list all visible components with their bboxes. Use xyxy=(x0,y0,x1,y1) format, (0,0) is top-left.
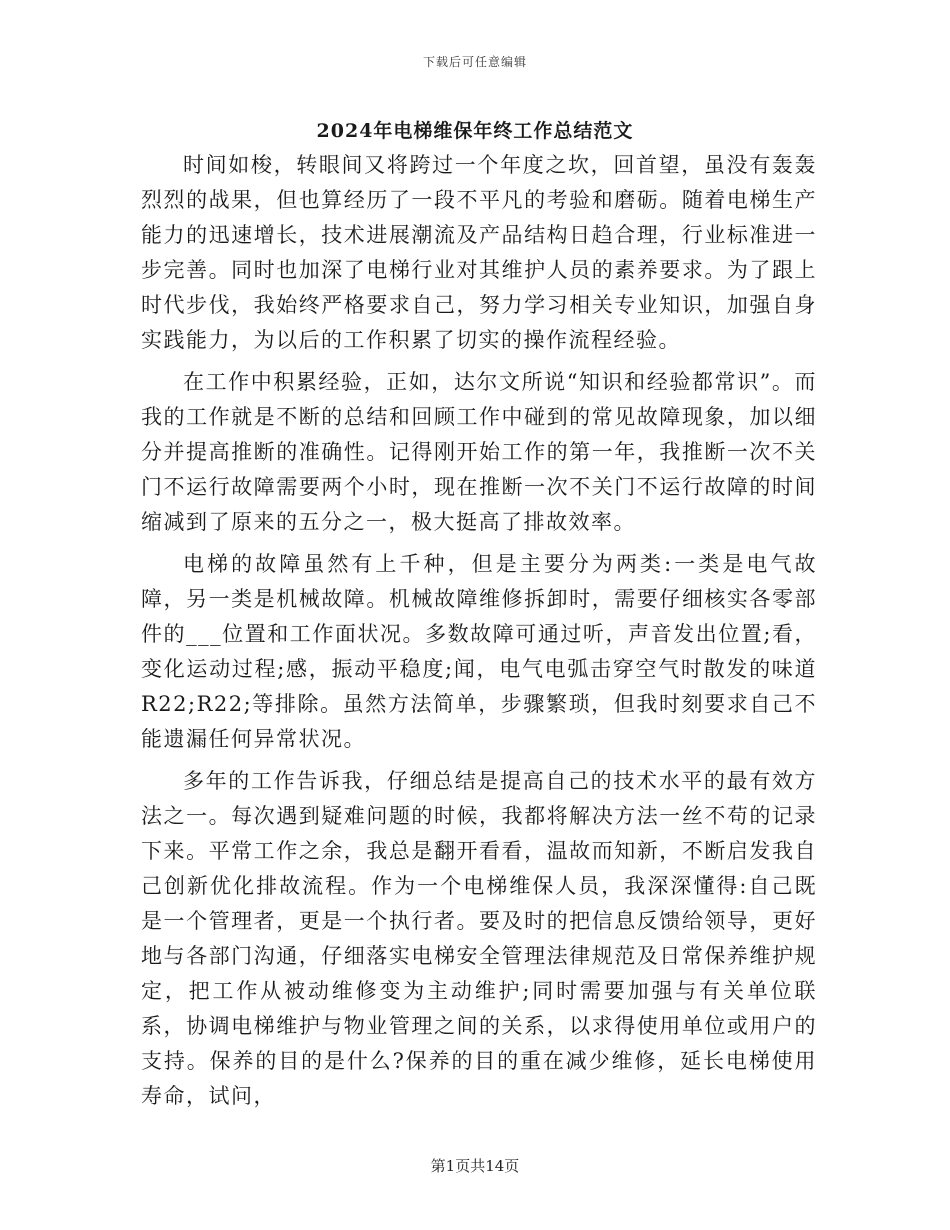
paragraph-3: 电梯的故障虽然有上千种，但是主要分为两类:一类是电气故障，另一类是机械故障。机械故障维修拆卸时，需要仔细核实各零部件的___位置和工作面状况。多数故障可通过听，声音发出位置;看，变化运动过程;感，振动平稳度;闻，电气电弧击穿空气时散发的味道R22;R22;等排除。虽然方法简单，步骤繁琐，但我时刻要求自己不能遗漏任何异常状况。 xyxy=(141,552,817,751)
document-body xyxy=(141,148,817,1121)
document-title: 2024年电梯维保年终工作总结范文 xyxy=(316,120,634,142)
page-indicator: 第1页共14页 xyxy=(430,1157,520,1175)
header-note: 下载后可任意编辑 xyxy=(422,55,527,69)
paragraph-2: 在工作中积累经验，正如，达尔文所说“知识和经验都常识”。而我的工作就是不断的总结和回顾工作中碰到的常见故障现象，加以细分并提高推断的准确性。记得刚开始工作的第一年，我推断一次不关门不运行故障需要两个小时，现在推断一次不关门不运行故障的时间缩减到了原来的五分之一，极大挺高了排故效率。 xyxy=(141,370,817,534)
paragraph-4: 多年的工作告诉我，仔细总结是提高自己的技术水平的最有效方法之一。每次遇到疑难问题的时候，我都将解决方法一丝不苟的记录下来。平常工作之余，我总是翻开看看，温故而知新，不断启发我自己创新优化排故流程。作为一个电梯维保人员，我深深懂得:自己既是一个管理者，更是一个执行者。要及时的把信息反馈给领导，更好地与各部门沟通，仔细落实电梯安全管理法律规范及日常保养维护规定，把工作从被动维修变为主动维护;同时需要加强与有关单位联系，协调电梯维护与物业管理之间的关系，以求得使用单位或用户的支持。保养的目的是什么?保养的目的重在减少维修，延长电梯使用寿命，试问， xyxy=(141,769,817,1108)
paragraph-1: 时间如梭，转眼间又将跨过一个年度之坎，回首望，虽没有轰轰烈烈的战果，但也算经历了一段不平凡的考验和磨砺。随着电梯生产能力的迅速增长，技术进展潮流及产品结构日趋合理，行业标准进一步完善。同时也加深了电梯行业对其维护人员的素养要求。为了跟上时代步伐，我始终严格要求自己，努力学习相关专业知识，加强自身实践能力，为以后的工作积累了切实的操作流程经验。 xyxy=(141,153,817,352)
